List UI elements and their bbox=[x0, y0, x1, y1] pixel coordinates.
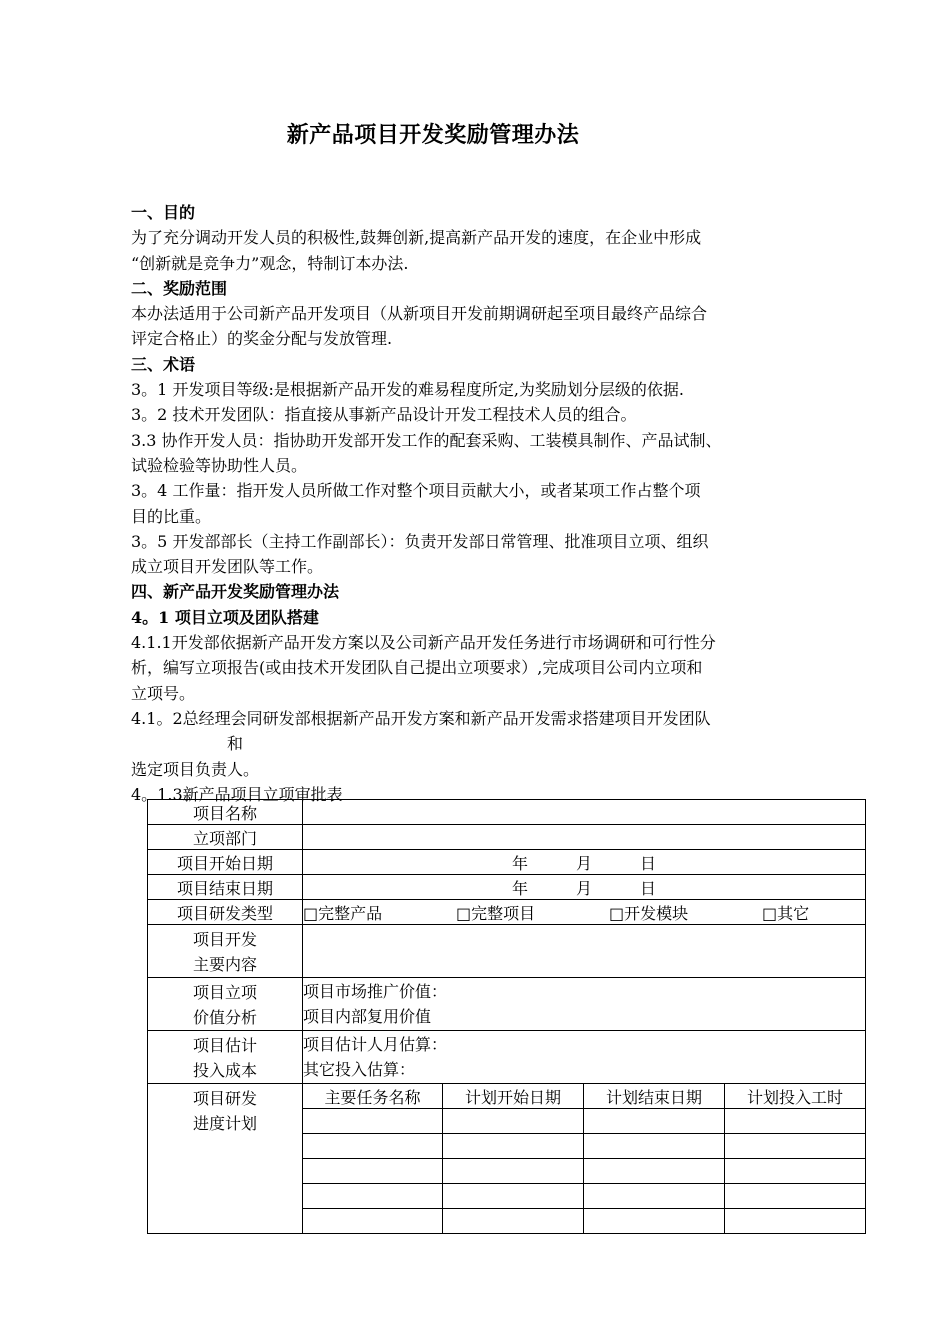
field-cost[interactable]: 项目估计人月估算： 其它投入估算： bbox=[303, 1031, 866, 1084]
row-dept bbox=[148, 825, 866, 850]
row-cost bbox=[148, 1031, 866, 1084]
body-line: “创新就是竞争力”观念，特制订本办法. bbox=[131, 253, 409, 273]
checkbox-complete-project[interactable]: □完整项目 bbox=[456, 903, 536, 923]
body-line: 4.1.1开发部依据新产品开发方案以及公司新产品开发任务进行市场调研和可行性分 bbox=[131, 633, 716, 653]
label-cost: 项目估计 投入成本 bbox=[148, 1031, 303, 1084]
label-dev-type: 项目研发类型 bbox=[148, 900, 303, 925]
field-project-name[interactable] bbox=[303, 800, 866, 825]
body-line: 3.3 协作开发人员：指协助开发部开发工作的配套采购、工装模具制作、产品试制、 bbox=[131, 430, 722, 450]
body-line: 析，编写立项报告(或由技术开发团队自己提出立项要求）,完成项目公司内立项和 bbox=[131, 658, 703, 678]
year-label: 年 bbox=[511, 878, 528, 898]
section-heading: 一、目的 bbox=[131, 203, 196, 222]
body-line: 评定合格止）的奖金分配与发放管理. bbox=[131, 329, 393, 349]
body-line: 为了充分调动开发人员的积极性,鼓舞创新,提高新产品开发的速度，在企业中形成 bbox=[131, 228, 702, 248]
label-start-date: 项目开始日期 bbox=[148, 850, 303, 875]
section-heading: 4。1 项目立项及团队搭建 bbox=[131, 607, 319, 627]
row-main-content bbox=[148, 925, 866, 978]
body-line: 3。5 开发部部长（主持工作副部长）：负责开发部日常管理、批准项目立项、组织 bbox=[131, 531, 709, 551]
row-end-date bbox=[148, 875, 866, 900]
label-dept: 立项部门 bbox=[148, 825, 303, 850]
field-main-content[interactable] bbox=[303, 925, 866, 978]
checkbox-other[interactable]: □其它 bbox=[762, 903, 810, 923]
year-label: 年 bbox=[511, 853, 528, 873]
body-line: 4。1.3新产品项目立项审批表 bbox=[131, 784, 343, 804]
row-start-date bbox=[148, 850, 866, 875]
body-line: 本办法适用于公司新产品开发项目（从新项目开发前期调研起至项目最终产品综合 bbox=[131, 304, 708, 324]
col-plan-start: 计划开始日期 bbox=[443, 1084, 584, 1109]
body-line: 3。1 开发项目等级:是根据新产品开发的难易程度所定,为奖励划分层级的依据. bbox=[131, 380, 685, 400]
row-project-name bbox=[148, 800, 866, 825]
section-heading: 三、术语 bbox=[131, 354, 196, 374]
field-end-date[interactable] bbox=[303, 875, 866, 900]
document-title: 新产品项目开发奖励管理办法 bbox=[286, 122, 580, 148]
field-start-date[interactable] bbox=[303, 850, 866, 875]
body-line: 和 bbox=[227, 734, 244, 754]
body-line: 3。4 工作量：指开发人员所做工作对整个项目贡献大小，或者某项工作占整个项 bbox=[131, 481, 701, 501]
section-heading: 四、新产品开发奖励管理办法 bbox=[131, 582, 340, 602]
row-schedule-header bbox=[148, 1084, 866, 1109]
section-heading: 二、奖励范围 bbox=[131, 278, 228, 298]
body-line: 目的比重。 bbox=[131, 506, 212, 526]
body-line: 立项号。 bbox=[131, 683, 196, 703]
row-dev-type bbox=[148, 900, 866, 925]
body-line: 成立项目开发团队等工作。 bbox=[131, 557, 324, 577]
day-label: 日 bbox=[639, 853, 656, 873]
label-end-date: 项目结束日期 bbox=[148, 875, 303, 900]
col-plan-hours: 计划投入工时 bbox=[725, 1084, 866, 1109]
month-label: 月 bbox=[575, 853, 592, 873]
checkbox-complete-product[interactable]: □完整产品 bbox=[303, 903, 383, 923]
project-approval-table bbox=[147, 799, 866, 1234]
label-project-name: 项目名称 bbox=[148, 800, 303, 825]
document-body bbox=[131, 200, 841, 807]
col-task-name: 主要任务名称 bbox=[303, 1084, 443, 1109]
body-line: 3。2 技术开发团队：指直接从事新产品设计开发工程技术人员的组合。 bbox=[131, 405, 637, 425]
field-value-analysis[interactable]: 项目市场推广价值： 项目内部复用价值 bbox=[303, 978, 866, 1031]
label-main-content: 项目开发 主要内容 bbox=[148, 925, 303, 978]
day-label: 日 bbox=[639, 878, 656, 898]
checkbox-dev-module[interactable]: □开发模块 bbox=[609, 903, 689, 923]
body-line: 选定项目负责人。 bbox=[131, 759, 260, 779]
field-dept[interactable] bbox=[303, 825, 866, 850]
row-value-analysis bbox=[148, 978, 866, 1031]
label-schedule: 项目研发 进度计划 bbox=[148, 1084, 303, 1234]
body-line: 试验检验等协助性人员。 bbox=[131, 455, 308, 475]
dev-type-options bbox=[303, 900, 866, 925]
month-label: 月 bbox=[575, 878, 592, 898]
col-plan-end: 计划结束日期 bbox=[584, 1084, 725, 1109]
body-line: 4.1。2总经理会同研发部根据新产品开发方案和新产品开发需求搭建项目开发团队 bbox=[131, 708, 711, 728]
label-value-analysis: 项目立项 价值分析 bbox=[148, 978, 303, 1031]
